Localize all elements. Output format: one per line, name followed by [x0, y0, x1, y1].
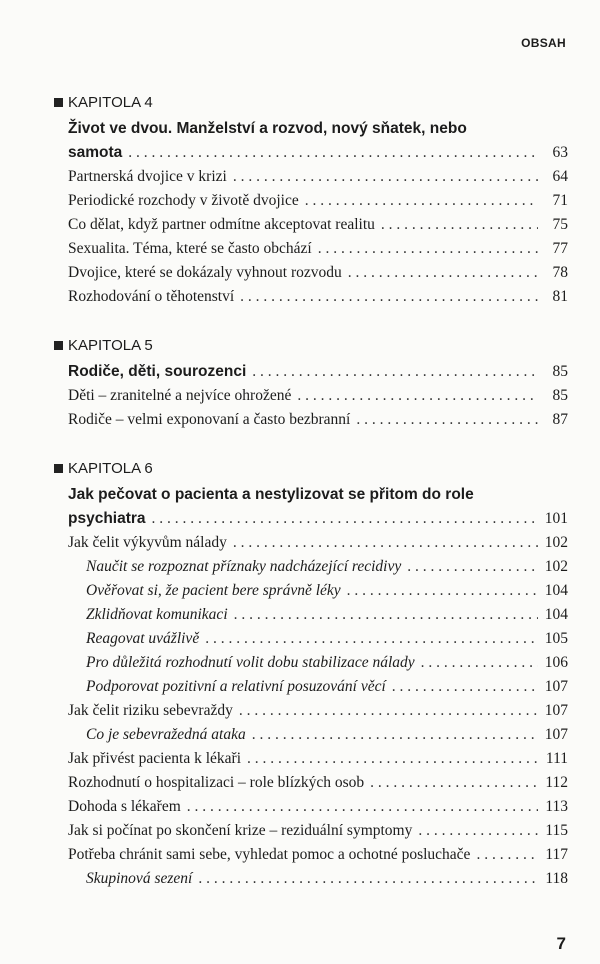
chapter-title: Život ve dvou. Manželství a rozvod, nový sňatek, nebo: [68, 120, 467, 137]
dot-leader: [407, 555, 538, 579]
dot-leader: [318, 237, 538, 261]
toc-entry[interactable]: [68, 699, 568, 723]
dot-leader: [187, 795, 538, 819]
toc-entry[interactable]: [68, 507, 568, 531]
dot-leader: [381, 213, 538, 237]
entry-title: Rodiče, děti, sourozenci: [68, 363, 247, 380]
toc-subentry[interactable]: [68, 603, 568, 627]
toc-entry[interactable]: [68, 531, 568, 555]
entry-title: Zklidňovat komunikaci: [86, 606, 228, 623]
toc-entry[interactable]: [68, 285, 568, 309]
chapter-label-text: KAPITOLA 6: [68, 460, 153, 477]
entry-title: Dvojice, které se dokázaly vyhnout rozvodu: [68, 264, 342, 281]
entry-title: Jak čelit riziku sebevraždy: [68, 702, 233, 719]
square-bullet-icon: [54, 464, 63, 473]
entry-title: Skupinová sezení: [86, 870, 193, 887]
entry-page-number: 115: [545, 822, 568, 839]
chapter-label: [68, 92, 568, 114]
entry-title: Naučit se rozpoznat příznaky nadcházející recidivy: [86, 558, 402, 575]
toc-entry[interactable]: [68, 189, 568, 213]
dot-leader: [233, 531, 538, 555]
entry-page-number: 107: [544, 726, 568, 743]
entry-page-number: 64: [552, 168, 568, 185]
chapter-section: [68, 458, 568, 891]
chapter-section: [68, 335, 568, 432]
dot-leader: [247, 747, 538, 771]
toc-entry[interactable]: [68, 165, 568, 189]
entry-title: Rozhodnutí o hospitalizaci – role blízkých osob: [68, 774, 365, 791]
entry-page-number: 111: [545, 750, 568, 767]
dot-leader: [239, 699, 538, 723]
entry-title: Děti – zranitelné a nejvíce ohrožené: [68, 387, 292, 404]
entry-page-number: 113: [545, 798, 568, 815]
entry-title: Jak čelit výkyvům nálady: [68, 534, 227, 551]
chapter-label-text: KAPITOLA 4: [68, 94, 153, 111]
dot-leader: [198, 867, 538, 891]
toc-subentry[interactable]: [68, 675, 568, 699]
dot-leader: [252, 723, 538, 747]
dot-leader: [152, 507, 538, 531]
chapter-title: Jak pečovat o pacienta a nestylizovat se přitom do role: [68, 486, 474, 503]
toc-entry[interactable]: [68, 384, 568, 408]
square-bullet-icon: [54, 341, 63, 350]
dot-leader: [370, 771, 538, 795]
dot-leader: [128, 141, 538, 165]
dot-leader: [297, 384, 538, 408]
entry-title: Podporovat pozitivní a relativní posuzování věcí: [86, 678, 386, 695]
dot-leader: [205, 627, 538, 651]
toc-subentry[interactable]: [68, 651, 568, 675]
dot-leader: [234, 603, 538, 627]
dot-leader: [233, 165, 538, 189]
entry-title: Periodické rozchody v životě dvojice: [68, 192, 299, 209]
entry-page-number: 77: [552, 240, 568, 257]
entry-title: Jak si počínat po skončení krize – reziduální symptomy: [68, 822, 413, 839]
entry-title: Co dělat, když partner odmítne akceptovat realitu: [68, 216, 375, 233]
entry-page-number: 107: [544, 702, 568, 719]
chapter-section: [68, 92, 568, 309]
dot-leader: [240, 285, 538, 309]
dot-leader: [418, 819, 538, 843]
toc-entry[interactable]: [68, 360, 568, 384]
toc-entry[interactable]: [68, 408, 568, 432]
dot-leader: [356, 408, 538, 432]
entry-title: samota: [68, 144, 123, 161]
entry-title: Reagovat uvážlivě: [86, 630, 200, 647]
toc-entry[interactable]: [68, 237, 568, 261]
entry-page-number: 85: [552, 387, 568, 404]
entry-page-number: 117: [545, 846, 568, 863]
entry-page-number: 104: [544, 582, 568, 599]
dot-leader: [392, 675, 538, 699]
table-of-contents: [68, 92, 568, 917]
toc-entry[interactable]: [68, 843, 568, 867]
entry-title: Potřeba chránit sami sebe, vyhledat pomoc a ochotné posluchače: [68, 846, 471, 863]
dot-leader: [348, 261, 538, 285]
entry-page-number: 106: [544, 654, 568, 671]
square-bullet-icon: [54, 98, 63, 107]
entry-page-number: 63: [552, 144, 568, 161]
toc-subentry[interactable]: [68, 579, 568, 603]
dot-leader: [421, 651, 538, 675]
entry-page-number: 102: [544, 558, 568, 575]
entry-page-number: 104: [544, 606, 568, 623]
entry-page-number: 78: [552, 264, 568, 281]
toc-subentry[interactable]: [68, 867, 568, 891]
toc-subentry[interactable]: [68, 555, 568, 579]
entry-page-number: 105: [544, 630, 568, 647]
dot-leader: [305, 189, 538, 213]
entry-page-number: 101: [544, 510, 568, 527]
entry-page-number: 85: [552, 363, 568, 380]
toc-entry[interactable]: [68, 213, 568, 237]
entry-title: Sexualita. Téma, které se často obchází: [68, 240, 312, 257]
entry-page-number: 81: [552, 288, 568, 305]
entry-title: Pro důležitá rozhodnutí volit dobu stabilizace nálady: [86, 654, 415, 671]
entry-title: Dohoda s lékařem: [68, 798, 181, 815]
entry-page-number: 107: [544, 678, 568, 695]
toc-entry[interactable]: [68, 261, 568, 285]
dot-leader: [347, 579, 538, 603]
toc-subentry[interactable]: [68, 723, 568, 747]
entry-title: Partnerská dvojice v krizi: [68, 168, 227, 185]
dot-leader: [476, 843, 538, 867]
chapter-label-text: KAPITOLA 5: [68, 337, 153, 354]
entry-page-number: 102: [544, 534, 568, 551]
dot-leader: [252, 360, 538, 384]
entry-title: Jak přivést pacienta k lékaři: [68, 750, 242, 767]
entry-title: Rodiče – velmi exponovaní a často bezbranní: [68, 411, 351, 428]
entry-page-number: 118: [545, 870, 568, 887]
entry-title: Rozhodování o těhotenství: [68, 288, 235, 305]
toc-entry[interactable]: [68, 819, 568, 843]
chapter-label: [68, 458, 568, 480]
chapter-label: [68, 335, 568, 357]
toc-entry[interactable]: [68, 747, 568, 771]
running-header: OBSAH: [521, 36, 566, 50]
entry-page-number: 112: [545, 774, 568, 791]
page-number: 7: [556, 934, 566, 953]
toc-entry[interactable]: [68, 795, 568, 819]
entry-page-number: 75: [552, 216, 568, 233]
entry-page-number: 87: [552, 411, 568, 428]
entry-page-number: 71: [552, 192, 568, 209]
toc-entry[interactable]: [68, 771, 568, 795]
entry-title: psychiatra: [68, 510, 146, 527]
entry-title: Ověřovat si, že pacient bere správně léky: [86, 582, 341, 599]
toc-entry[interactable]: [68, 141, 568, 165]
toc-subentry[interactable]: [68, 627, 568, 651]
entry-title: Co je sebevražedná ataka: [86, 726, 246, 743]
